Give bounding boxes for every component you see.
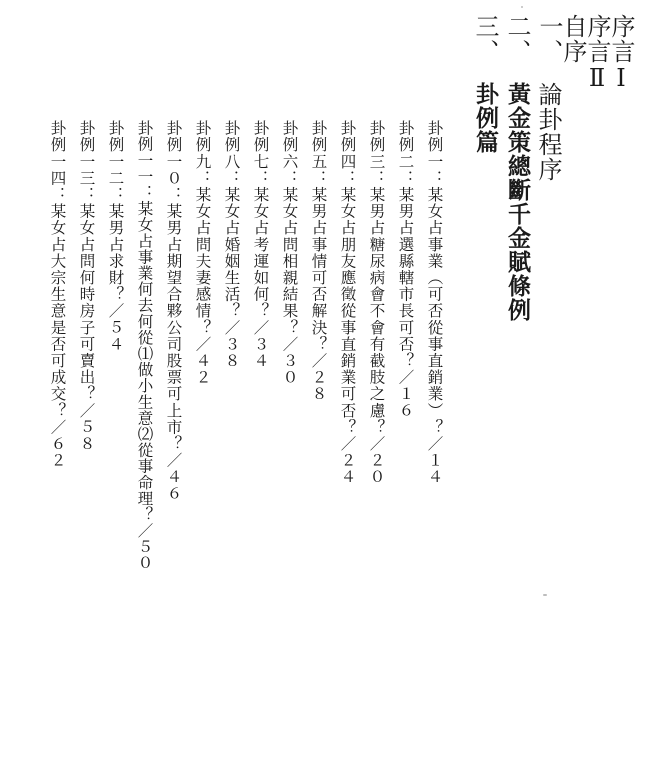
scan-speck <box>521 6 523 8</box>
entry-7: 卦例七：某女占考運如何？／３４ <box>251 120 270 369</box>
section-1-number: 一、 <box>535 14 563 64</box>
section-1-title: 論卦程序 <box>534 82 562 182</box>
entry-12: 卦例一二：某男占求財？／５４ <box>106 120 125 353</box>
entry-11: 卦例一一：某女占事業何去何從⑴做小生意⑵從事命理？／５０ <box>135 120 154 571</box>
entry-3: 卦例三：某男占糖尿病會不會有截肢之慮？／２０ <box>367 120 386 486</box>
section-2-number: 二、 <box>503 14 531 64</box>
entry-2: 卦例二：某男占選縣轄市長可否？／１６ <box>396 120 415 419</box>
entry-4: 卦例四：某女占朋友應徵從事直銷業可否？／２４ <box>338 120 357 486</box>
preface-1: 序言Ⅰ <box>607 14 635 93</box>
scan-speck <box>543 594 547 596</box>
entry-5: 卦例五：某男占事情可否解決？／２８ <box>309 120 328 403</box>
preface-self: 自序 <box>559 14 587 64</box>
entry-13: 卦例一三：某女占問何時房子可賣出？／５８ <box>77 120 96 452</box>
preface-2: 序言Ⅱ <box>583 14 611 93</box>
entry-14: 卦例一四：某女占大宗生意是否可成交？／６２ <box>48 120 67 469</box>
entry-9: 卦例九：某女占問夫妻感情？／４２ <box>193 120 212 386</box>
section-2-title: 黃金策總斷千金賦條例 <box>504 82 531 322</box>
entry-8: 卦例八：某女占婚姻生活？／３８ <box>222 120 241 369</box>
entry-1: 卦例一：某女占事業（可否從事直銷業）？／１４ <box>425 120 444 486</box>
section-3-title: 卦例篇 <box>472 82 499 154</box>
section-3-number: 三、 <box>471 14 499 64</box>
entry-10: 卦例一０：某男占期望合夥公司股票可上市？／４６ <box>164 120 183 502</box>
entry-6: 卦例六：某女占問相親結果？／３０ <box>280 120 299 386</box>
